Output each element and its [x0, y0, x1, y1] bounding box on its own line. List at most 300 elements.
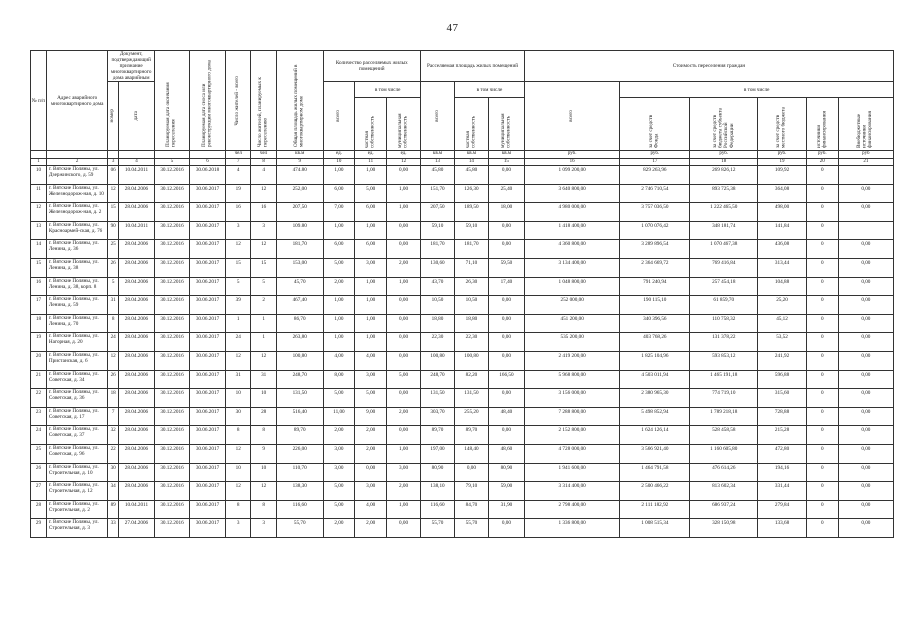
table-cell-18: 528 458,58 [690, 426, 758, 445]
table-cell-21 [838, 166, 893, 185]
table-cell-4: 28.04.2006 [118, 333, 154, 352]
table-cell-14: 71,10 [454, 258, 488, 277]
table-cell-21: 0,00 [838, 389, 893, 408]
table-cell-16: 3 640 800,00 [524, 184, 619, 203]
table-cell-9: 252,00 [276, 184, 323, 203]
table-cell-20: 0 [806, 500, 838, 519]
table-cell-18: 1 789 218,18 [690, 407, 758, 426]
table-cell-10: 2,00 [323, 277, 355, 296]
table-cell-7: 8 [226, 426, 251, 445]
header-planned-date-text: Планируемая дата окончания переселения [165, 81, 177, 147]
table-cell-12: 3,00 [387, 463, 421, 482]
table-cell-14: 22,30 [454, 333, 488, 352]
header-area-total [421, 82, 455, 151]
table-cell-13: 100,80 [421, 351, 455, 370]
table-cell-19: 241,92 [758, 351, 807, 370]
unit-cell-10: ед. [323, 151, 355, 159]
table-cell-20: 0 [806, 444, 838, 463]
unit-cell-9: кв.м [276, 151, 323, 159]
table-cell-11: 2,00 [355, 444, 387, 463]
table-cell-20: 0 [806, 258, 838, 277]
table-cell-2: г. Вятские Поляны, ул. Ленина, д. 36 [46, 240, 107, 259]
table-cell-18: 348 181,74 [690, 221, 758, 240]
header-area-municipal-text: муниципальная собственность [499, 113, 512, 148]
unit-cell-11: ед. [355, 151, 387, 159]
table-cell-6: 30.06.2017 [189, 389, 225, 408]
table-cell-1: 29 [31, 519, 47, 538]
table-cell-15: 80,90 [488, 463, 524, 482]
header-cost-fund-text: за счет средств Фонда [648, 114, 660, 148]
unit-cell-15: кв.м [488, 151, 524, 159]
table-cell-12: 0,00 [387, 389, 421, 408]
table-cell-7: 30 [226, 407, 251, 426]
table-cell-10: 5,00 [323, 500, 355, 519]
table-cell-13: 197,00 [421, 444, 455, 463]
unit-cell-18: руб. [690, 151, 758, 159]
table-row [31, 277, 894, 296]
table-cell-17: 1 624 126,14 [620, 426, 690, 445]
table-cell-8: 31 [251, 370, 276, 389]
table-cell-7: 3 [226, 221, 251, 240]
table-cell-14: 131,50 [454, 389, 488, 408]
header-cost-region [690, 98, 758, 151]
header-area-group: Расселяемая площадь жилых помещений [421, 51, 525, 82]
table-cell-2: г. Вятские Поляны, ул. Железнодорож-ная, д. 2 [46, 203, 107, 222]
table-row [31, 389, 894, 408]
table-cell-16: 3 314 400,00 [524, 482, 619, 501]
table-cell-8: 16 [251, 203, 276, 222]
table-cell-7: 12 [226, 444, 251, 463]
table-cell-12: 0,00 [387, 221, 421, 240]
table-cell-17: 190 115,10 [620, 296, 690, 315]
column-number-cell-2: 2 [46, 158, 107, 166]
table-cell-9: 110,70 [276, 463, 323, 482]
table-cell-21 [838, 221, 893, 240]
table-cell-19: 596,88 [758, 370, 807, 389]
table-cell-18: 257 454,18 [690, 277, 758, 296]
column-number-cell-6: 6 [189, 158, 225, 166]
header-count-municipal [387, 98, 421, 151]
table-cell-1: 28 [31, 500, 47, 519]
table-cell-20: 0 [806, 370, 838, 389]
table-cell-2: г. Вятские Поляны, ул. Ленина, д. 70 [46, 314, 107, 333]
table-cell-2: г. Вятские Поляны, ул. Железнодорож-ная, д. 10 [46, 184, 107, 203]
table-cell-16: 2 419 200,00 [524, 351, 619, 370]
column-number-cell-10: 10 [323, 158, 355, 166]
column-number-cell-7: 7 [226, 158, 251, 166]
table-cell-4: 28.04.2006 [118, 389, 154, 408]
column-number-cell-1: 1 [31, 158, 47, 166]
table-cell-15: 31,90 [488, 500, 524, 519]
table-cell-2: г. Вятские Поляны, ул. Ленина, д. 59 [46, 296, 107, 315]
table-cell-5: 30.12.2016 [155, 407, 190, 426]
table-cell-4: 28.04.2006 [118, 463, 154, 482]
table-cell-9: 474.80 [276, 166, 323, 185]
table-cell-4: 28.04.2006 [118, 370, 154, 389]
table-cell-6: 30.06.2017 [189, 203, 225, 222]
table-cell-7: 4 [226, 166, 251, 185]
table-cell-8: 1 [251, 333, 276, 352]
table-cell-9: 89,70 [276, 426, 323, 445]
table-cell-2: г. Вятские Поляны, ул. Советская, д. 34 [46, 370, 107, 389]
table-cell-9: 207,50 [276, 203, 323, 222]
header-area-including: в том числе [454, 82, 524, 98]
table-cell-7: 39 [226, 296, 251, 315]
table-cell-8: 12 [251, 482, 276, 501]
table-cell-9: 55,70 [276, 519, 323, 538]
table-cell-15: 0,00 [488, 221, 524, 240]
table-cell-18: 269 826,12 [690, 166, 758, 185]
table-cell-14: 148,40 [454, 444, 488, 463]
table-cell-2: г. Вятские Поляны, ул. Советская, д. 36 [46, 389, 107, 408]
table-cell-7: 16 [226, 203, 251, 222]
table-cell-13: 55,70 [421, 519, 455, 538]
table-cell-12: 0,00 [387, 351, 421, 370]
unit-cell-20: руб. [806, 151, 838, 159]
table-row [31, 426, 894, 445]
table-cell-11: 0,00 [355, 463, 387, 482]
table-cell-19: 45,12 [758, 314, 807, 333]
table-cell-16: 3 134 400,00 [524, 258, 619, 277]
column-numbers-row [31, 158, 894, 166]
unit-cell-7: чел [226, 151, 251, 159]
table-cell-16: 2 798 400,00 [524, 500, 619, 519]
table-cell-15: 0,00 [488, 426, 524, 445]
table-cell-9: 100,80 [276, 351, 323, 370]
table-cell-5: 30.12.2016 [155, 500, 190, 519]
column-number-cell-4: 4 [118, 158, 154, 166]
table-cell-4: 28.04.2006 [118, 314, 154, 333]
header-count-municipal-text: муниципальная собственность [396, 113, 409, 148]
header-cost-extra-text: Внебюджетные источники финансирования [856, 111, 874, 148]
table-cell-3: 90 [108, 221, 119, 240]
table-cell-9: 153,00 [276, 258, 323, 277]
table-cell-15: 0,00 [488, 333, 524, 352]
table-cell-16: 2 152 800,00 [524, 426, 619, 445]
table-cell-21: 0,00 [838, 277, 893, 296]
header-residents-planned-text: Число жителей, планируемых к переселению [257, 76, 269, 147]
table-cell-7: 5 [226, 277, 251, 296]
table-cell-7: 15 [226, 258, 251, 277]
table-cell-21: 0,00 [838, 500, 893, 519]
table-cell-13: 45,80 [421, 166, 455, 185]
table-cell-12: 0,00 [387, 166, 421, 185]
header-cost-group: Стоимость переселения граждан [524, 51, 893, 82]
table-cell-15: 18,00 [488, 203, 524, 222]
table-cell-3: 24 [108, 333, 119, 352]
table-cell-5: 30.12.2016 [155, 240, 190, 259]
table-cell-4: 28.04.2006 [118, 203, 154, 222]
table-cell-17: 3 289 896,54 [620, 240, 690, 259]
table-cell-5: 30.12.2016 [155, 203, 190, 222]
table-cell-14: 82,20 [454, 370, 488, 389]
table-cell-3: 32 [108, 426, 119, 445]
table-cell-4: 28.04.2006 [118, 407, 154, 426]
table-cell-6: 30.06.2017 [189, 184, 225, 203]
header-demolition-date-text: Планируемая дата сноса или реконструкции многоквартирного дома [200, 59, 213, 147]
table-cell-6: 30.06.2017 [189, 240, 225, 259]
table-cell-8: 5 [251, 277, 276, 296]
table-cell-7: 12 [226, 240, 251, 259]
table-cell-16: 1 418 400,00 [524, 221, 619, 240]
table-cell-18: 769 416,84 [690, 258, 758, 277]
header-area-private [454, 98, 488, 151]
table-cell-9: 116,60 [276, 500, 323, 519]
table-cell-7: 10 [226, 463, 251, 482]
table-cell-18: 1 160 605,80 [690, 444, 758, 463]
table-cell-18: 131 378,22 [690, 333, 758, 352]
table-cell-11: 6,00 [355, 203, 387, 222]
table-cell-12: 0,00 [387, 314, 421, 333]
table-cell-13: 248,70 [421, 370, 455, 389]
table-cell-5: 30.12.2016 [155, 370, 190, 389]
table-cell-13: 18,80 [421, 314, 455, 333]
table-cell-13: 59,10 [421, 221, 455, 240]
header-cost-other [806, 98, 838, 151]
table-cell-12: 0,00 [387, 426, 421, 445]
table-cell-20: 0 [806, 351, 838, 370]
table-cell-8: 28 [251, 407, 276, 426]
table-cell-7: 12 [226, 351, 251, 370]
table-cell-2: г. Вятские Поляны, ул. Советская, д. 96 [46, 444, 107, 463]
resettlement-table-sheet [30, 50, 894, 538]
table-cell-15: 59,00 [488, 482, 524, 501]
table-cell-7: 12 [226, 482, 251, 501]
table-cell-19: 472,80 [758, 444, 807, 463]
table-cell-19: 215,28 [758, 426, 807, 445]
table-cell-14: 59,10 [454, 221, 488, 240]
table-cell-1: 22 [31, 389, 47, 408]
table-cell-20: 0 [806, 166, 838, 185]
table-cell-11: 1,00 [355, 314, 387, 333]
table-cell-6: 30.06.2017 [189, 500, 225, 519]
table-cell-6: 30.06.2017 [189, 463, 225, 482]
table-cell-3: 7 [108, 407, 119, 426]
table-cell-19: 331,44 [758, 482, 807, 501]
table-cell-20: 0 [806, 277, 838, 296]
table-cell-3: 18 [108, 389, 119, 408]
column-number-cell-19: 19 [758, 158, 807, 166]
table-cell-16: 535 200,00 [524, 333, 619, 352]
table-cell-21: 0,00 [838, 519, 893, 538]
table-cell-17: 3 757 036,50 [620, 203, 690, 222]
table-cell-1: 27 [31, 482, 47, 501]
unit-cell-13: кв.м [421, 151, 455, 159]
table-cell-11: 6,00 [355, 240, 387, 259]
table-cell-8: 10 [251, 463, 276, 482]
table-cell-3: 22 [108, 444, 119, 463]
table-cell-14: 89,70 [454, 426, 488, 445]
table-cell-15: 0,00 [488, 389, 524, 408]
table-cell-17: 2 500 466,22 [620, 482, 690, 501]
table-cell-15: 0,00 [488, 240, 524, 259]
table-row [31, 296, 894, 315]
table-row [31, 166, 894, 185]
table-cell-16: 1 941 600,00 [524, 463, 619, 482]
table-cell-15: 25,40 [488, 184, 524, 203]
table-cell-11: 1,00 [355, 296, 387, 315]
table-cell-9: 45,70 [276, 277, 323, 296]
table-cell-21: 0,00 [838, 258, 893, 277]
table-cell-17: 2 111 182,92 [620, 500, 690, 519]
table-cell-12: 1,00 [387, 203, 421, 222]
unit-cell-3 [108, 151, 119, 159]
table-cell-11: 1,00 [355, 333, 387, 352]
header-cost-total-text: всего [568, 110, 575, 122]
table-cell-13: 43,70 [421, 277, 455, 296]
table-cell-19: 25,20 [758, 296, 807, 315]
header-cost-local-text: за счет средств местного бюджета [775, 107, 788, 148]
table-cell-18: 110 758,32 [690, 314, 758, 333]
table-cell-1: 11 [31, 184, 47, 203]
table-cell-19: 109,92 [758, 166, 807, 185]
unit-cell-16: руб. [524, 151, 619, 159]
table-cell-20: 0 [806, 184, 838, 203]
table-cell-13: 22,30 [421, 333, 455, 352]
table-cell-20: 0 [806, 426, 838, 445]
table-cell-17: 1 008 515,34 [620, 519, 690, 538]
table-cell-9: 516,40 [276, 407, 323, 426]
table-cell-1: 18 [31, 314, 47, 333]
table-cell-3: 30 [108, 463, 119, 482]
table-cell-10: 2,00 [323, 519, 355, 538]
table-cell-12: 0,00 [387, 240, 421, 259]
table-row [31, 184, 894, 203]
table-cell-14: 0,00 [454, 463, 488, 482]
table-cell-9: 248,70 [276, 370, 323, 389]
table-cell-1: 21 [31, 370, 47, 389]
column-number-cell-20: 20 [806, 158, 838, 166]
table-cell-7: 19 [226, 184, 251, 203]
table-cell-2: г. Вятские Поляны, ул. Строительная, д. 2 [46, 500, 107, 519]
table-cell-19: 279,84 [758, 500, 807, 519]
table-cell-10: 2,00 [323, 426, 355, 445]
table-cell-1: 20 [31, 351, 47, 370]
table-row [31, 482, 894, 501]
table-cell-16: 252 000,00 [524, 296, 619, 315]
table-cell-12: 2,00 [387, 407, 421, 426]
table-cell-2: г. Вятские Поляны, ул. Советская, д. 37 [46, 426, 107, 445]
header-area-municipal [488, 98, 524, 151]
table-cell-20: 0 [806, 519, 838, 538]
table-cell-12: 2,00 [387, 258, 421, 277]
table-cell-5: 30.12.2016 [155, 296, 190, 315]
table-cell-2: г. Вятские Поляны, ул. Красноармей-ская, д. 76 [46, 221, 107, 240]
table-cell-12: 1,00 [387, 500, 421, 519]
table-cell-17: 1 464 791,58 [620, 463, 690, 482]
table-cell-17: 1 825 104,96 [620, 351, 690, 370]
column-number-cell-15: 15 [488, 158, 524, 166]
table-cell-20: 0 [806, 463, 838, 482]
table-cell-15: 48,40 [488, 407, 524, 426]
column-number-cell-16: 16 [524, 158, 619, 166]
table-cell-21: 0,00 [838, 314, 893, 333]
header-area-private-text: частная собственность [464, 115, 477, 148]
table-cell-13: 303,70 [421, 407, 455, 426]
header-doc-number [108, 82, 119, 151]
table-cell-8: 3 [251, 519, 276, 538]
column-number-cell-12: 12 [387, 158, 421, 166]
table-cell-7: 24 [226, 333, 251, 352]
table-cell-11: 1,00 [355, 277, 387, 296]
table-cell-18: 1 222 465,50 [690, 203, 758, 222]
table-cell-1: 26 [31, 463, 47, 482]
column-number-cell-3: 3 [108, 158, 119, 166]
table-cell-16: 1 048 800,00 [524, 277, 619, 296]
table-cell-5: 30.12.2016 [155, 314, 190, 333]
table-cell-19: 141,84 [758, 221, 807, 240]
header-doc-date [118, 82, 154, 151]
table-cell-6: 30.06.2017 [189, 296, 225, 315]
table-cell-18: 893 725,38 [690, 184, 758, 203]
table-cell-17: 3 566 921,40 [620, 444, 690, 463]
column-number-cell-13: 13 [421, 158, 455, 166]
table-cell-1: 24 [31, 426, 47, 445]
table-cell-10: 1,00 [323, 221, 355, 240]
table-cell-4: 28.04.2006 [118, 426, 154, 445]
table-cell-12: 0,00 [387, 296, 421, 315]
table-cell-16: 4 980 000,00 [524, 203, 619, 222]
table-cell-12: 0,00 [387, 333, 421, 352]
table-cell-1: 15 [31, 258, 47, 277]
table-cell-1: 12 [31, 203, 47, 222]
table-cell-16: 4 728 000,00 [524, 444, 619, 463]
table-cell-1: 25 [31, 444, 47, 463]
table-cell-14: 181,70 [454, 240, 488, 259]
unit-cell-8: чел [251, 151, 276, 159]
table-cell-3: 06 [108, 166, 119, 185]
header-cost-including: в том числе [620, 82, 894, 98]
table-cell-13: 116,60 [421, 500, 455, 519]
table-cell-16: 5 968 800,00 [524, 370, 619, 389]
table-cell-7: 1 [226, 314, 251, 333]
table-cell-11: 4,00 [355, 500, 387, 519]
table-cell-18: 686 937,24 [690, 500, 758, 519]
table-cell-17: 5 498 852,94 [620, 407, 690, 426]
table-cell-9: 226,00 [276, 444, 323, 463]
table-cell-5: 30.12.2016 [155, 184, 190, 203]
table-cell-6: 30.06.2017 [189, 351, 225, 370]
table-cell-14: 126,30 [454, 184, 488, 203]
table-cell-8: 8 [251, 426, 276, 445]
table-cell-2: г. Вятские Поляны, ул. Ленина, д. 38, корп. 8 [46, 277, 107, 296]
table-cell-17: 4 503 011,94 [620, 370, 690, 389]
table-cell-16: 7 288 800,00 [524, 407, 619, 426]
table-cell-19: 313,44 [758, 258, 807, 277]
table-cell-11: 1,00 [355, 166, 387, 185]
table-cell-6: 30.06.2017 [189, 407, 225, 426]
table-cell-5: 30.12.2016 [155, 333, 190, 352]
table-cell-19: 194,16 [758, 463, 807, 482]
table-cell-19: 728,88 [758, 407, 807, 426]
table-cell-19: 436,08 [758, 240, 807, 259]
header-cost-total [524, 82, 619, 151]
table-cell-9: 131,50 [276, 389, 323, 408]
header-count-including: в том числе [355, 82, 421, 98]
table-cell-5: 30.12.2016 [155, 463, 190, 482]
table-row [31, 444, 894, 463]
table-cell-2: г. Вятские Поляны, ул. Строительная, д. 3 [46, 519, 107, 538]
table-cell-18: 593 853,12 [690, 351, 758, 370]
table-cell-4: 28.04.2006 [118, 277, 154, 296]
header-residents-text: Число жителей - всего [234, 75, 241, 126]
header-count-private-text: частная собственность [364, 115, 376, 148]
table-cell-15: 0,00 [488, 519, 524, 538]
table-cell-4: 28.04.2006 [118, 240, 154, 259]
table-cell-6: 30.06.2017 [189, 482, 225, 501]
page-number: 47 [446, 22, 459, 34]
table-cell-20: 0 [806, 240, 838, 259]
